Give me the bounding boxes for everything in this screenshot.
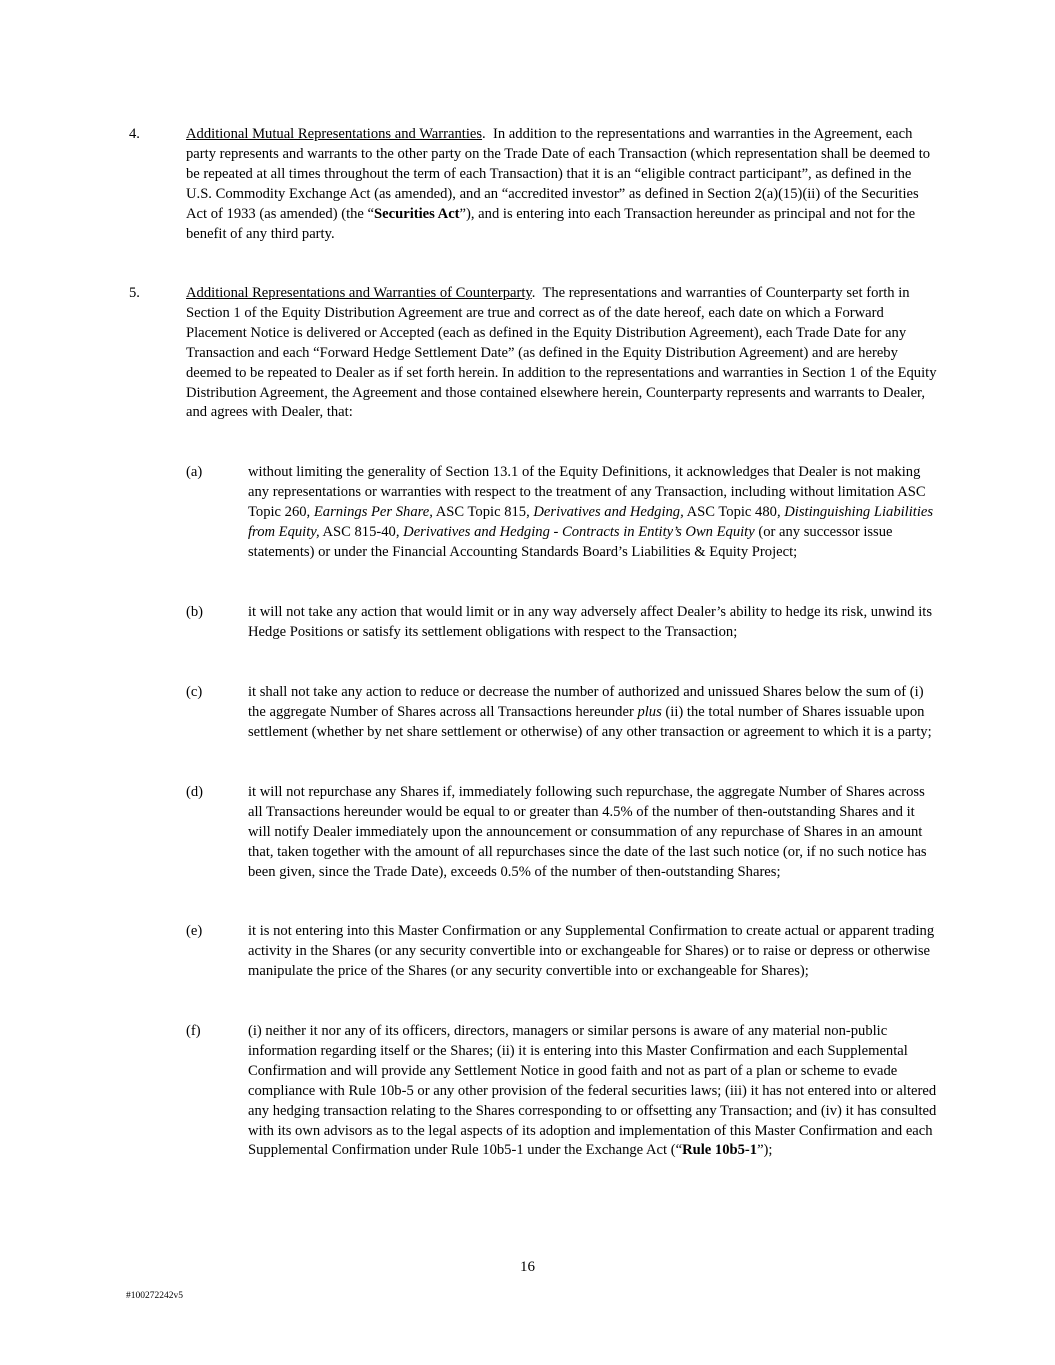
list-item-f	[186, 1022, 938, 1161]
item-text	[248, 463, 938, 563]
document-id: #100272242v5	[126, 1291, 183, 1301]
section-body: Additional Mutual Representations and Warranties. In addition to the representations and warranties in the Agreement, each party represents and warrants to the other party on the Trade Date of each Transaction (which representation shall be deemed to be repeated at all times throughout the term of each Transaction) that it is an “eligible contract participant”, as defined in the U.S. Commodity Exchange Act (as amended), and an “accredited investor” as defined in Section 2(a)(15)(ii) of the Securities Act of 1933 (as amended) (the “Securities Act”), and is entering into each Transaction hereunder as principal and not for the benefit of any third party.	[186, 126, 931, 242]
item-text: it will not take any action that would limit or in any way adversely affect Dealer’s ability to hedge its risk, unwind its Hedge Positions or satisfy its settlement obligations with respect to the Transaction;	[248, 604, 932, 640]
item-text-part: ASC 815-40,	[319, 523, 404, 540]
item-label: (e)	[186, 923, 203, 939]
item-italic-term: Distinguishing Liabilities from Equity,	[248, 503, 934, 540]
item-text-part: without limiting the generality of Section 13.1 of the Equity Definitions, it acknowledges that Dealer is not making any representations or warranties with respect to the treatment of any Transaction, including without limitation ASC Topic 260,	[248, 464, 926, 520]
list-item-c	[186, 683, 938, 743]
item-italic-term: Earnings Per Share,	[313, 503, 433, 520]
section-text: ”), and is entering into each Transaction hereunder as principal and not for the benefit of any third party.	[186, 205, 916, 242]
list-item-d	[186, 783, 938, 883]
section-body: Additional Representations and Warranties of Counterparty. The representations and warranties of Counterparty set forth in Section 1 of the Equity Distribution Agreement are true and correct as of the date hereof, each date on which a Forward Placement Notice is delivered or Accepted (each as defined in the Equity Distribution Agreement), each Trade Date for any Transaction and each “Forward Hedge Settlement Date” (as defined in the Equity Distribution Agreement) and are hereby deemed to be repeated to Dealer as if set forth herein. In addition to the representations and warranties in Section 1 of the Equity Distribution Agreement, the Agreement and those contained elsewhere herein, Counterparty represents and warrants to Dealer, and agrees with Dealer, that:	[186, 285, 937, 421]
list-item-b	[186, 603, 938, 643]
section-4	[129, 125, 939, 244]
section-text: The representations and warranties of Counterparty set forth in Section 1 of the Equity Distribution Agreement are true and correct as of the date hereof, each date on which a Forward Placement Notice is delivered or Accepted (each as defined in the Equity Distribution Agreement), each Trade Date for any Transaction and each “Forward Hedge Settlement Date” (as defined in the Equity Distribution Agreement) and are hereby deemed to be repeated to Dealer as if set forth herein. In addition to the representations and warranties in Section 1 of the Equity Distribution Agreement, the Agreement and those contained elsewhere herein, Counterparty represents and warrants to Dealer, and agrees with Dealer, that:	[186, 285, 937, 421]
item-label: (a)	[186, 464, 203, 480]
section-5	[129, 284, 939, 423]
item-text: it is not entering into this Master Confirmation or any Supplemental Confirmation to create actual or apparent trading activity in the Shares (or any security convertible into or exchangeable for Shares) or to raise or depress or otherwise manipulate the price of the Shares (or any security convertible into or exchangeable for Shares);	[248, 923, 935, 979]
item-label: (b)	[186, 604, 204, 620]
item-text-part: (ii) the total number of Shares issuable upon settlement (whether by net share settlement or otherwise) of any other transaction or agreement to which it is a party;	[248, 703, 932, 740]
item-italic-term: plus	[637, 703, 662, 720]
item-italic-term: Derivatives and Hedging - Contracts in Entity’s Own Equity	[403, 523, 755, 540]
defined-term: Rule 10b5-1	[682, 1142, 758, 1159]
list-item-e	[186, 922, 938, 982]
section-number: 4.	[129, 126, 140, 142]
page-number: 16	[520, 1259, 535, 1275]
item-text: it will not repurchase any Shares if, immediately following such repurchase, the aggregate Number of Shares across all Transactions hereunder would be equal to or greater than 4.5% of the number of then-outstanding Shares and it will notify Dealer immediately upon the announcement or consummation of any repurchase of Shares in an amount that, taken together with the amount of all repurchases since the date of the last such notice (or, if no such notice has been given, since the Trade Date), exceeds 0.5% of the number of then-outstanding Shares;	[248, 784, 927, 880]
item-text-part: ”);	[757, 1142, 773, 1159]
section-text: In addition to the representations and warranties in the Agreement, each party represents and warrants to the other party on the Trade Date of each Transaction (which representation shall be deemed to be repeated at all times throughout the term of each Transaction) that it is an “eligible contract participant”, as defined in the U.S. Commodity Exchange Act (as amended), and an “accredited investor” as defined in Section 2(a)(15)(ii) of the Securities Act of 1933 (as amended) (the “	[186, 126, 931, 222]
item-text-part: (or any successor issue statements) or under the Financial Accounting Standards Board’s Liabilities & Equity Project;	[248, 523, 893, 560]
list-item-a	[186, 463, 938, 563]
item-text	[248, 1022, 938, 1161]
item-text	[248, 683, 938, 743]
section-title: Additional Mutual Representations and Warranties	[186, 126, 483, 142]
item-label: (f)	[186, 1023, 201, 1039]
item-text-part: (i) neither it nor any of its officers, directors, managers or similar persons is aware of any material non-public information regarding itself or the Shares; (ii) it is entering into this Master Confirmation and each Supplemental Confirmation and will provide any Settlement Notice in good faith and not as part of a plan or scheme to evade compliance with Rule 10b-5 or any other provision of the federal securities laws; (iii) it has not entered into or altered any hedging transaction relating to the Shares corresponding to or offsetting any Transaction; and (iv) it has consulted with its own advisors as to the legal aspects of its adoption and implementation of this Master Confirmation and each Supplemental Confirmation under Rule 10b5-1 under the Exchange Act (“	[248, 1023, 937, 1159]
section-number: 5.	[129, 285, 140, 301]
defined-term: Securities Act	[374, 205, 460, 222]
item-text-part: ASC Topic 815,	[432, 503, 534, 520]
item-text-part: it shall not take any action to reduce or decrease the number of authorized and unissued Shares below the sum of (i) the aggregate Number of Shares across all Transactions hereunder	[248, 684, 924, 720]
item-label: (c)	[186, 684, 203, 700]
item-italic-term: Derivatives and Hedging,	[533, 503, 684, 520]
item-text-part: ASC Topic 480,	[683, 503, 785, 520]
item-label: (d)	[186, 784, 204, 800]
section-title: Additional Representations and Warranties of Counterparty	[186, 285, 532, 301]
